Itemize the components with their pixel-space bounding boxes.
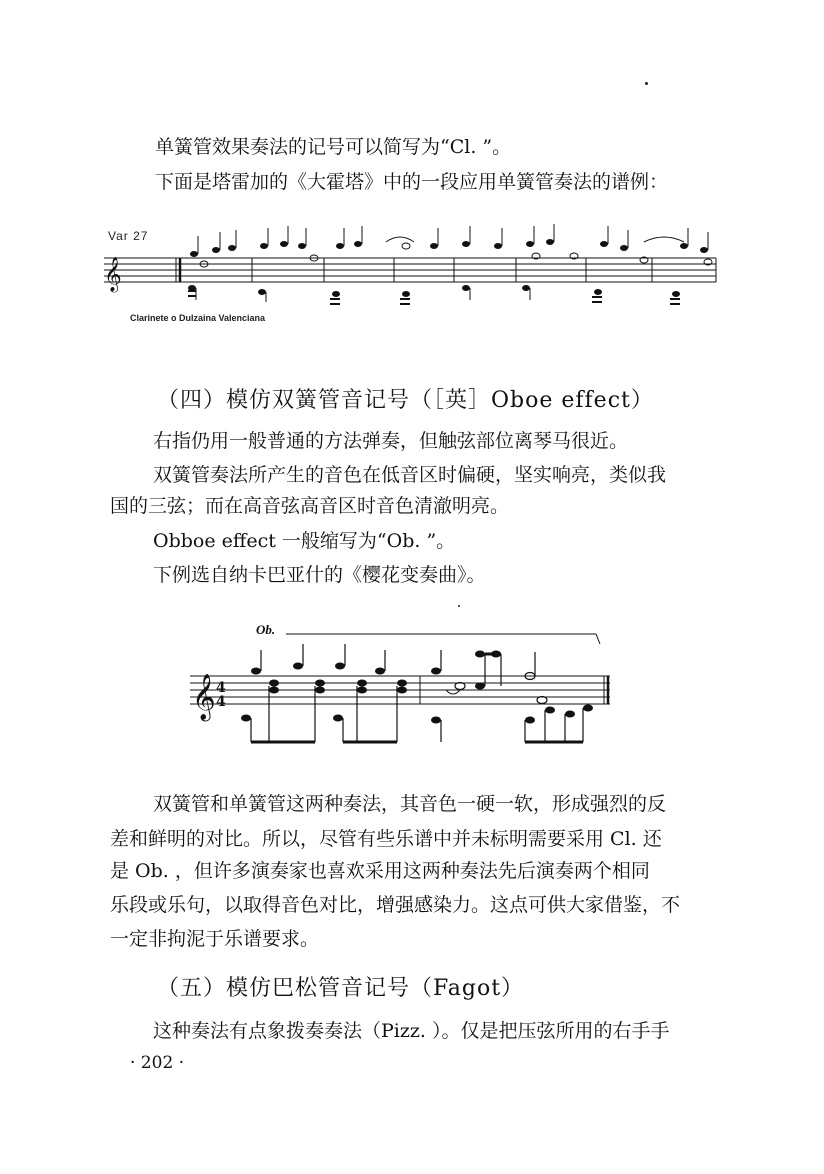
para3-line4: 乐段或乐句，以取得音色对比，增强感染力。这点可供大家借鉴，不 — [110, 894, 681, 916]
score1-var-label: Var 27 — [108, 229, 149, 243]
para3-line5: 一定非拘泥于乐谱要求。 — [110, 928, 320, 950]
section4-line2: 双簧管奏法所产生的音色在低音区时偏硬，坚实响亮，类似我 — [153, 464, 667, 486]
section4-heading: （四）模仿双簧管音记号（［英］Oboe effect） — [157, 388, 654, 413]
svg-text:𝄞: 𝄞 — [192, 674, 216, 720]
svg-text:𝄞: 𝄞 — [104, 257, 122, 292]
stray-mark-2 — [458, 605, 460, 607]
section4-line3: 国的三弦；而在高音弦高音区时音色清澈明亮。 — [110, 495, 510, 517]
section4-line5: 下例选自纳卡巴亚什的《樱花变奏曲》。 — [153, 564, 486, 586]
section5-heading: （五）模仿巴松管音记号（Fagot） — [157, 976, 525, 1001]
svg-text:4: 4 — [216, 680, 226, 696]
score1-staff — [104, 240, 724, 320]
section4-line1: 右指仍用一般普通的方法弹奏，但触弦部位离琴马很近。 — [153, 430, 629, 452]
para3-line1: 双簧管和单簧管这两种奏法，其音色一硬一软，形成强烈的反 — [153, 793, 667, 815]
page-number: · 202 · — [130, 1053, 185, 1073]
para1-line1: 单簧管效果奏法的记号可以简写为“Cl. ”。 — [155, 136, 512, 158]
score1-caption: Clarinete o Dulzaina Valenciana — [130, 313, 266, 323]
para3-line3: 是 Ob. ，但许多演奏家也喜欢采用这两种奏法先后演奏两个相同 — [110, 860, 650, 882]
section5-line1: 这种奏法有点象拨奏奏法（Pizz. ）。仅是把压弦所用的右手手 — [153, 1020, 670, 1042]
svg-text:4: 4 — [216, 694, 226, 710]
stray-mark — [645, 82, 648, 85]
section4-line4: Obboe effect 一般缩写为“Ob. ”。 — [153, 530, 456, 552]
score2-ob-label: Ob. — [256, 622, 276, 637]
para1-line2: 下面是塔雷加的《大霍塔》中的一段应用单簧管奏法的谱例： — [155, 171, 669, 193]
para3-line2: 差和鲜明的对比。所以，尽管有些乐谱中并未标明需要采用 Cl. 还 — [110, 828, 662, 850]
score2-staff — [190, 630, 620, 750]
